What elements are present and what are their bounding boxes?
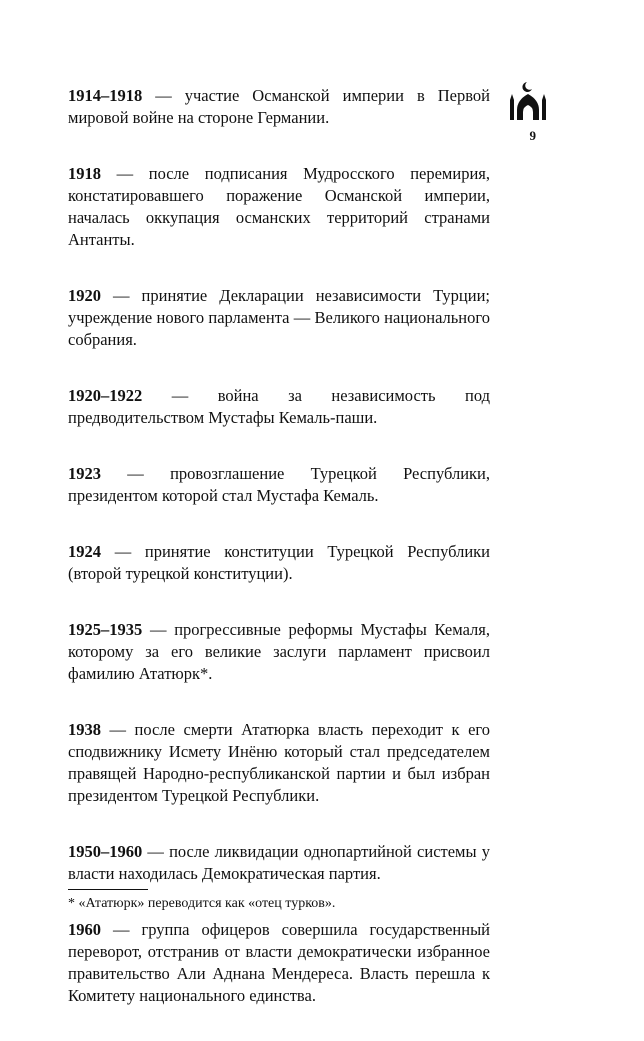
page-number: 9 [529, 128, 536, 143]
entry-year: 1920 [68, 286, 101, 305]
entry-year: 1918 [68, 164, 101, 183]
timeline-entry [68, 841, 490, 885]
entry-text: — провозглашение Турецкой Республики, президентом которой стал Мустафа Кемаль. [68, 464, 490, 505]
entry-year: 1914–1918 [68, 86, 143, 105]
timeline-entry [68, 285, 490, 351]
entry-text: — после подписания Мудросского перемирия, констатировавшего поражение Османской империи, началась оккупация османских территорий странами Антанты. [68, 164, 490, 249]
entry-text: — принятие конституции Турецкой Республики (второй турецкой конституции). [68, 542, 490, 583]
timeline-entry [68, 85, 490, 129]
footnote-divider [68, 889, 148, 890]
entry-year: 1938 [68, 720, 101, 739]
entry-text: — группа офицеров совершила государственный переворот, отстранив от власти демократически избранное правительство Али Аднана Мендереса. Власть перешла к Комитету национального единства. [68, 920, 490, 1005]
entry-year: 1960 [68, 920, 101, 939]
timeline-entry [68, 719, 490, 807]
timeline-entry [68, 385, 490, 429]
entry-text: — участие Османской империи в Первой мировой войне на стороне Германии. [68, 86, 490, 127]
entry-year: 1925–1935 [68, 620, 143, 639]
timeline-entry [68, 163, 490, 251]
entry-year: 1923 [68, 464, 101, 483]
entry-year: 1920–1922 [68, 386, 143, 405]
entry-year: 1924 [68, 542, 101, 561]
entry-year: 1950–1960 [68, 842, 143, 861]
timeline-entry [68, 463, 490, 507]
entry-text: — принятие Декларации независимости Турции; учреждение нового парламента — Великого национального собрания. [68, 286, 490, 349]
timeline-entry [68, 541, 490, 585]
entry-text: — после ликвидации однопартийной системы у власти находилась Демократическая партия. [68, 842, 490, 883]
timeline-entry [68, 619, 490, 685]
entry-text: — прогрессивные реформы Мустафы Кемаля, которому за его великие заслуги парламент присвоил фамилию Ататюрк*. [68, 620, 490, 683]
entry-text: — после смерти Ататюрка власть переходит к его сподвижнику Исмету Инёню который стал председателем правящей Народно-республиканской партии и был избран президентом Турецкой Республики. [68, 720, 490, 805]
mosque-crescent-icon [504, 80, 552, 144]
footnote: * «Ататюрк» переводится как «отец турков». [68, 896, 336, 911]
entry-text: — война за независимость под предводительством Мустафы Кемаль-паши. [68, 386, 490, 427]
timeline-entry [68, 919, 490, 1007]
